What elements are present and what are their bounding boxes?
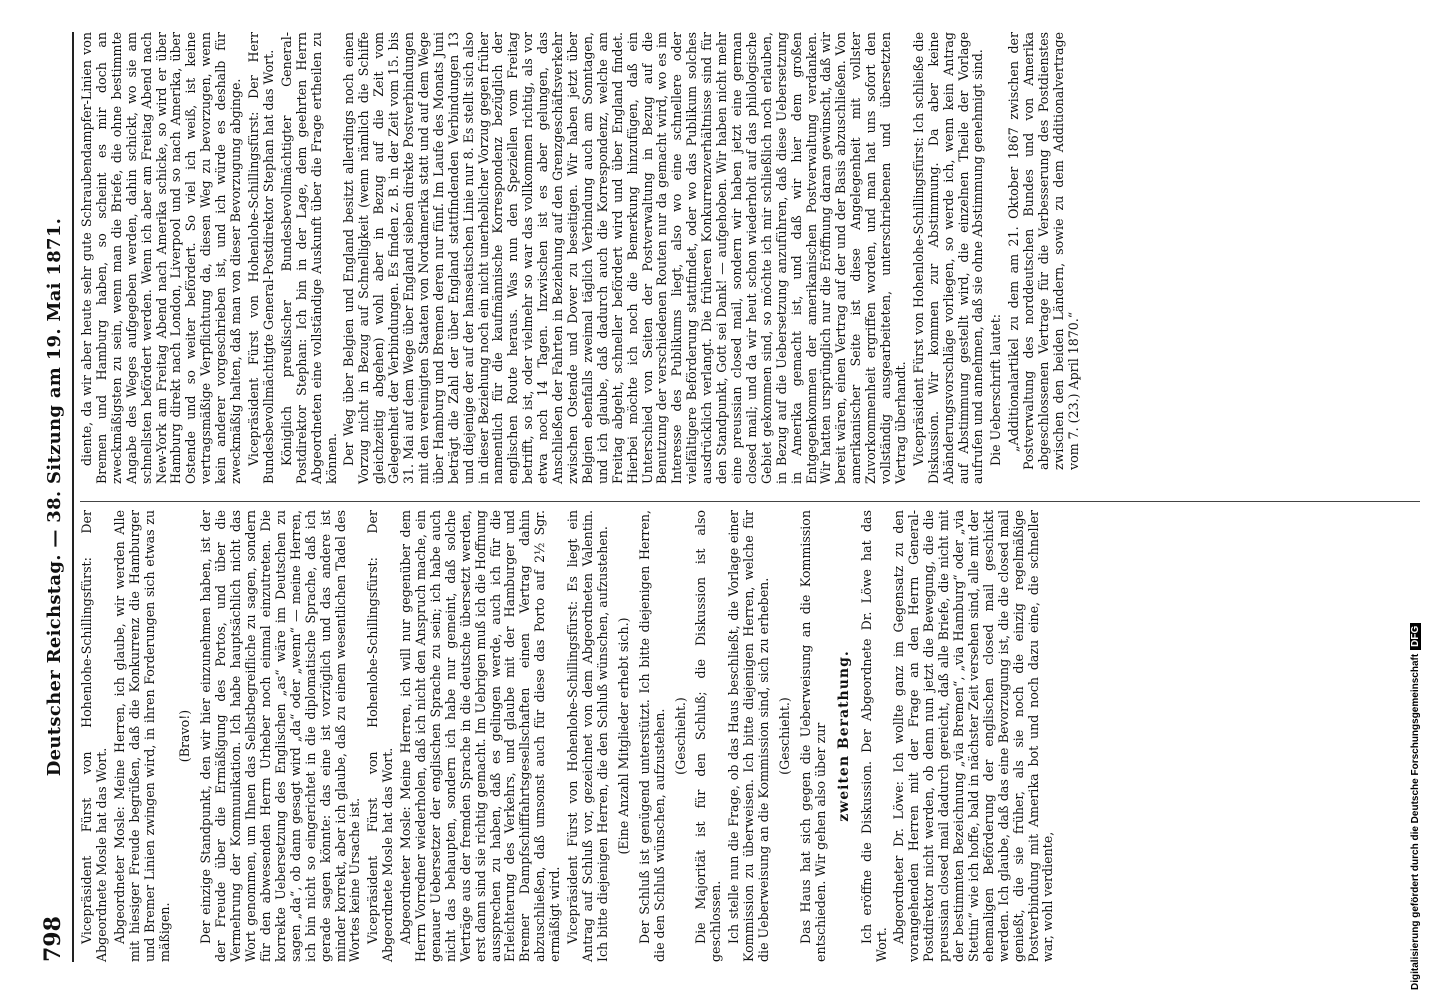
- stage-direction: (Eine Anzahl Mitglieder erhebt sich.): [615, 617, 631, 855]
- stage-direction: (Geschieht.): [776, 697, 792, 775]
- paragraph: Abgeordneter Dr. Löwe: Ich wollte ganz im Gegensatz zu den vorangehenden Herren mit der Frage an den Herrn General-Postdirektor nicht werden, ob denn nun jetzt die Bewegung, die die preussian closed mail dadurch gereicht, daß alle Briefe, die nicht mit der bestimmten Bezeichnung „via Bremen“, „via Hamburg“ oder „via Stettin“ wie ich hoffe, bald in nächster Zeit versehen sind, alle mit der ehemaligen Beförderung der englischen closed mail geschickt werden. Ich glaube, daß das eine Bevorzugung ist, die die closed mail genießt, die sie früher, als sie noch die einzig regelmäßige Postverbindung mit Amerika bot und noch dazu eine, die schneller war, wohl verdiente,: [891, 510, 1056, 962]
- digitization-credit: [1410, 623, 1421, 990]
- paragraph: Königlich preußischer Bundesbevollmächtigter General-Postdirektor Stephan: Ich bin in der Lage, dem geehrten Herrn Abgeordneten eine vollständige Auskunft über die Frage ertheilen zu können.: [278, 32, 339, 484]
- paragraph: Vicepräsident Fürst von Hohenlohe-Schillingsfürst: Es liegt ein Antrag auf Schluß vor, gezeichnet von dem Abgeordneten Valentin. Ich bitte diejenigen Herren, die den Schluß wünschen, aufzustehen.: [565, 510, 610, 962]
- paragraph: Das Haus hat sich gegen die Ueberweisung an die Kommission entschieden. Wir gehen also über zur: [797, 510, 828, 962]
- paragraph: Der einzige Standpunkt, den wir hier einzunehmen haben, ist der der Freude über die Ermäßigung des Portos, und über die Vermehrung der Kommunikation. Ich habe hauptsächlich nicht das Wort genommen, um Ihnen das Selbstbegreifliche zu sagen, sondern für den abwesenden Herrn Urheber noch einmal einzutreten. Die korrekte Uebersetzung des Englischen „as“ wäre im Deutschen zu sagen „da“, ob dann gesagt wird „da“ oder „wenn“ — meine Herren, ich bin nicht so eingerichtet in die diplomatische Sprache, daß ich gerade sagen könnte: das eine ist vorzüglich und das andere ist minder korrekt, aber ich glaube, daß zu einem wesentlichen Tadel des Wortes keine Ursache ist.: [198, 510, 363, 962]
- stage-direction: (Bravo!): [177, 709, 193, 763]
- stage-direction: (Geschieht.): [672, 697, 688, 775]
- page-header: [40, 32, 70, 962]
- paragraph: Vicepräsident Fürst von Hohenlohe-Schillingsfürst: Ich schließe die Diskussion. Wir kommen zur Abstimmung. Da aber keine Abänderungsvorschläge vorliegen, so werde ich, wenn kein Antrag auf Abstimmung gestellt wird, die einzelnen Theile der Vorlage aufrufen und annehmen, daß sie ohne Abstimmung genehmigt sind.: [910, 32, 986, 484]
- text-column-left: [80, 510, 1059, 962]
- paragraph: Der Weg über Belgien und England besitzt allerdings noch einen Vorzug nicht in Bezug auf Schnelligkeit (wenn nämlich die Schiffe gleichzeitig abgehen) wohl aber in Bezug auf die Zeit vom Gelegenheit der Verbindungen. Es finden z. B. in der Zeit vom 15. bis 31. Mai auf dem Wege über England sieben direkte Postverbindungen mit den vereinigten Staaten von Nordamerika statt und auf dem Wege über Hamburg und Bremen deren nur fünf. Im Laufe des Monats Juni beträgt die Zahl der über England stattfindenden Verbindungen 13 und diejenige der auf der hanseatischen Linie nur 8. Es stellt sich also in dieser Beziehung noch ein nicht unerheblicher Vorzug gegen früher namentlich für die kaufmännische Korrespondenz bezüglich der englischen Route heraus. Was nun den Speziellen vom Freitag betrifft, so ist, oder vielmehr so war das vollkommen richtig, als vor etwa noch 14 Tagen. Inzwischen ist es aber gelungen, das Anschließen der Fahrten in Beziehung auf den Grenzgeschäftsverkehr zwischen Ostende und Dover zu beseitigen. Wir haben jetzt über Belgien ebenfalls zweimal täglich Verbindung auch am Sonntagen, und ich glaube, daß dadurch auch die Korrespondenz, welche am Freitag abgeht, schneller befördert wird und über England findet. Hierbei möchte ich noch die Bemerkung hinzufügen, daß ein Unterschied von Seiten der Postverwaltung in Bezug auf die Benutzung der verschiedenen Routen nur da gemacht wird, wo es im Interesse des Publikums liegt, also wo eine schnellere oder vielfältigere Beförderung stattfindet, oder wo das Publikum solches ausdrücklich verlangt. Die früheren Konkurrenzverhältnisse sind für den Standpunkt, Gott sei Dank! — aufgehoben. Wir haben nicht mehr eine preussian closed mail, sondern wir haben jetzt eine german closed mail; und da wir heut schon wiederholt auf das philologische Gebiet gekommen sind, so möchte ich mir schließlich noch erlauben, in Bezug auf die Uebersetzung anzuführen, daß diese Uebersetzung in Amerika gemacht ist, und daß wir hier dem großen Entgegenkommen der amerikanischen Postverwaltung verdanken. Wir hatten ursprünglich nur die Eröffnung daran gewünscht, daß wir bereit wären, einen Vertrag auf der und der Basis abzuschließen. Von amerikanischer Seite ist diese Angelegenheit mit vollster Zuvorkommenheit ergriffen worden, und man hat uns sofort den vollständig ausgearbeiteten, unterschriebenen und übersetzten Vertrag überhandt.: [341, 32, 908, 484]
- column-divider: [80, 501, 1420, 502]
- paragraph: Vicepräsident Fürst von Hohenlohe-Schillingsfürst: Der Herr Bundesbevollmächtigte General-Postdirektor Stephan hat das Wort.: [245, 32, 276, 484]
- paragraph: „Additionalartikel zu dem am 21. Oktober 1867 zwischen der Postverwaltung des norddeutschen Bundes und von Amerika abgeschlossenen Vertrage für die Verbesserung des Postdienstes zwischen den beiden Ländern, sowie zu dem Additionalvertrage vom 7. (23.) April 1870.“: [1006, 32, 1081, 470]
- paragraph: Die Majorität ist für den Schluß; die Diskussion ist also geschlossen.: [693, 510, 724, 962]
- paragraph: Abgeordneter Mosle: Meine Herren, ich glaube, wir werden Alle mit hiesiger Freude begrüßen, daß die Konkurrenz die Hamburger und Bremer Linien zwingen wird, in ihren Forderungen sich etwas zu mäßigen.: [111, 510, 172, 962]
- credit-text: Digitalisierung gefördert durch die Deutsche Forschungsgemeinschaft: [1410, 653, 1421, 990]
- paragraph: Der Schluß ist genügend unterstützt. Ich bitte diejenigen Herren, die den Schluß wünschen, aufzustehen.: [636, 510, 667, 962]
- header-rule: [72, 32, 74, 962]
- paragraph: Ich stelle nun die Frage, ob das Haus beschließt, die Vorlage einer Kommission zu überweisen. Ich bitte diejenigen Herren, welche für die Ueberweisung an die Kommission sind, sich zu erheben.: [726, 510, 772, 962]
- section-heading: zweiten Berathung.: [835, 650, 852, 822]
- paragraph: diente, da wir aber heute sehr gute Schraubendampfer-Linien von Bremen und Hamburg haben, so scheint es mir doch an zweckmäßigsten zu sein, wenn man die Briefe, die ohne bestimmte Angabe des Weges aufgegeben werden, dahin schickt, wo sie am schnellsten befördert werden. Wenn ich aber am Freitag Abend nach New-York am Freitag Abend nach Amerika schicke, so wird er über Hamburg direkt nach London, Liverpool und so nach Amerika, über Ostende und so weiter befördert. So viel ich weiß, ist keine vertragsmäßige Verpflichtung da, diesen Weg zu bevorzugen, wenn kein anderer vorgeschrieben ist, und ich würde es deshalb für zweckmäßig halten, daß man von dieser Bevorzugung abginge.: [79, 32, 244, 484]
- running-title: Deutscher Reichstag. — 38. Sitzung am 19. Mai 1871.: [44, 217, 65, 777]
- paragraph: Abgeordneter Mosle: Meine Herren, ich will nur gegenüber dem Herrn Vorredner wiederholen, daß ich nicht den Anspruch mache, ein genauer Uebersetzer der englischen Sprache zu sein; ich habe auch nicht das behaupten, sondern ich habe nur gemeint, daß solche Verträge aus der fremden Sprache in die deutsche übersetzt werden, erst dann sind sie richtig gemacht. Im Uebrigen muß ich die Hoffnung aussprechen zu haben, daß es gelingen werde, auch ich für die Erleichterung des Verkehrs, und glaube mit der Hamburger und Bremer Dampfschifffahrtsgesellschaften einen Vertrag dahin abzuschließen, daß umsonst auch für diese das Porto auf 2½ Sgr. ermäßigt wird.: [398, 510, 563, 962]
- paragraph: Vicepräsident Fürst von Hohenlohe-Schillingsfürst: Der Abgeordnete Mosle hat das Wort.: [79, 510, 109, 962]
- page-number: 798: [40, 916, 66, 962]
- paragraph: Die Ueberschrift lautet:: [988, 313, 1004, 466]
- paragraph: Vicepräsident Fürst von Hohenlohe-Schillingsfürst: Der Abgeordnete Mosle hat das Wort.: [365, 510, 396, 962]
- paragraph: Ich eröffne die Diskussion. Der Abgeordnete Dr. Löwe hat das Wort.: [858, 510, 889, 962]
- dfg-badge: DFG: [1410, 623, 1421, 650]
- text-column-right: [80, 32, 1085, 484]
